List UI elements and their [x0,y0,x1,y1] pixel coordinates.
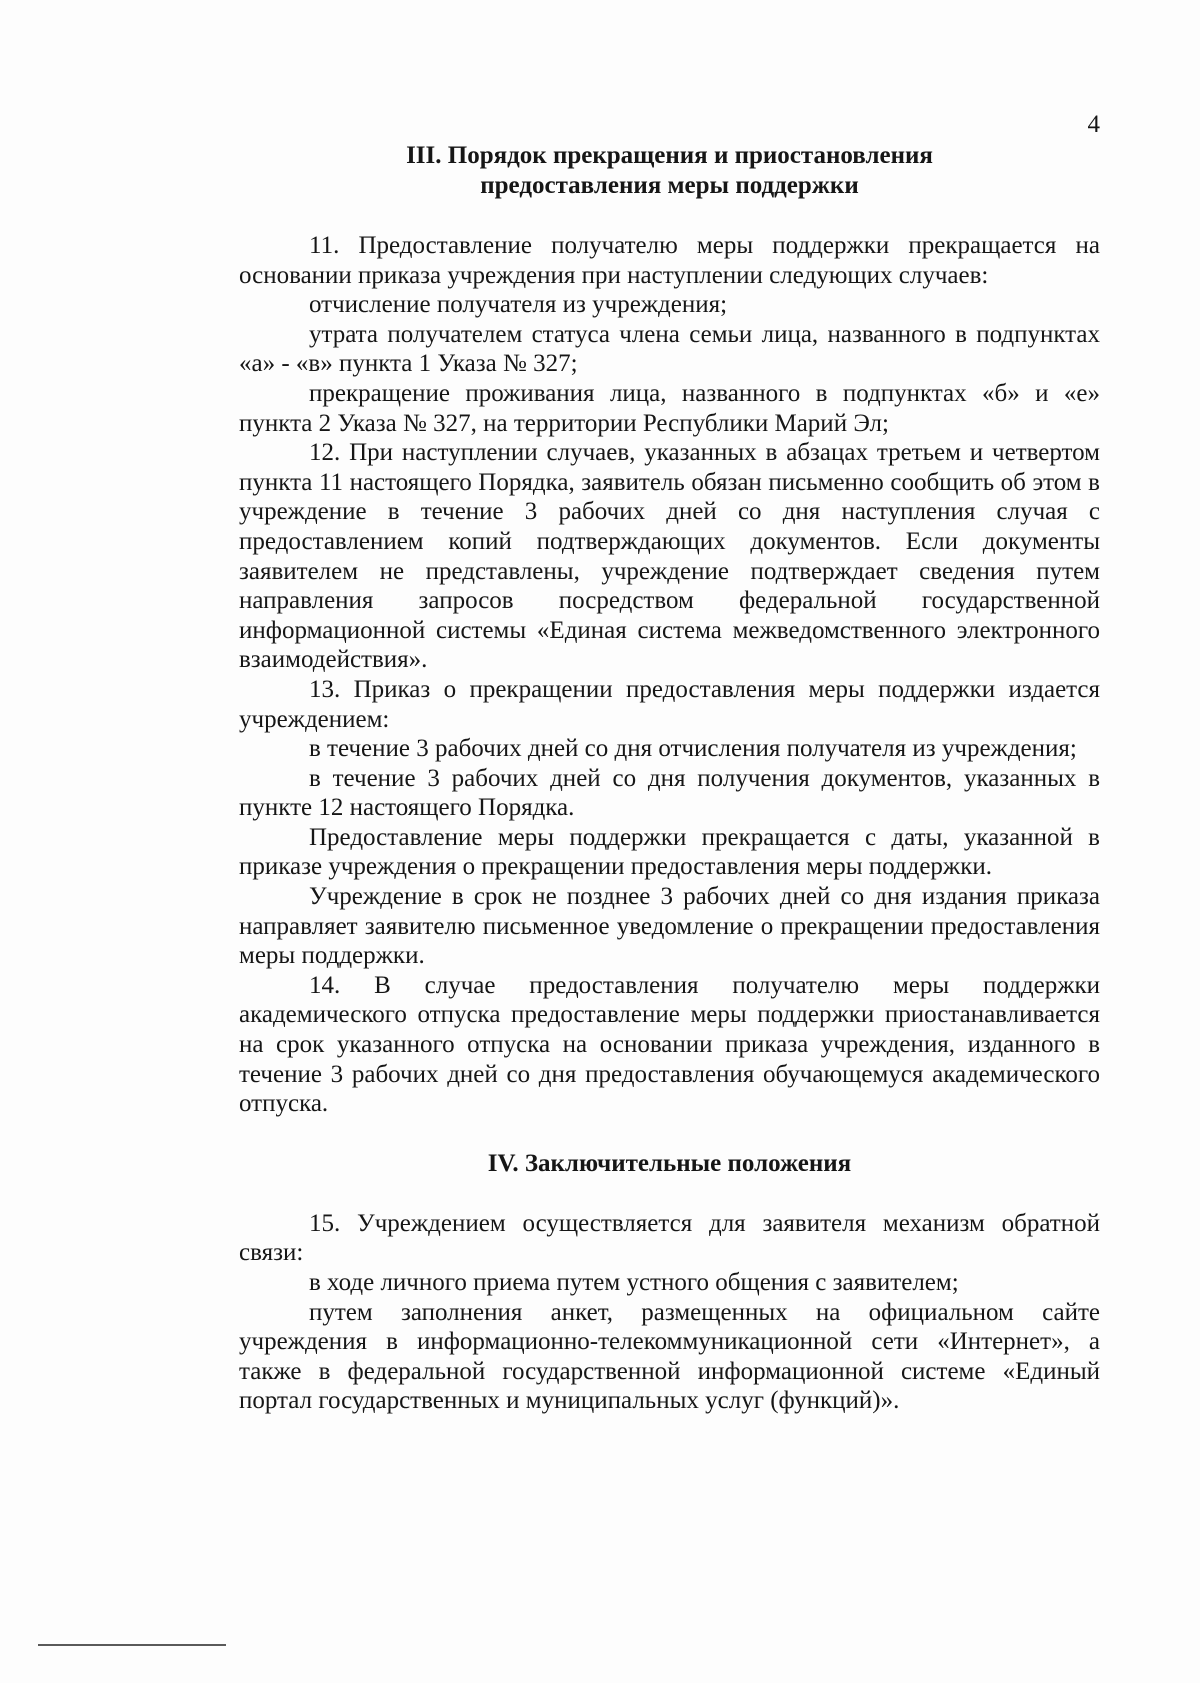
section-3-heading [239,141,1100,201]
paragraph-13: 13. Приказ о прекращении предоставления меры поддержки издается учреждением: [239,675,1100,733]
paragraph-13-term-1: в течение 3 рабочих дней со дня отчисления получателя из учреждения; [309,735,1077,763]
document-body [239,141,1100,1416]
paragraph-15: 15. Учреждением осуществляется для заявителя механизм обратной связи: [239,1209,1100,1267]
page-number: 4 [1087,111,1100,138]
paragraph-11-case-1: отчисление получателя из учреждения; [309,291,728,319]
section-3-heading-line-2: предоставления меры поддержки [480,172,859,199]
footer-rule [38,1644,226,1646]
section-4-heading: IV. Заключительные положения [487,1149,852,1177]
paragraph-13-termination-date: Предоставление меры поддержки прекращается с даты, указанной в приказе учреждения о прекращении предоставления меры поддержки. [239,823,1100,881]
paragraph-15-method-1: в ходе личного приема путем устного общения с заявителем; [309,1269,959,1296]
paragraph-14: 14. В случае предоставления получателю меры поддержки академического отпуска предоставление меры поддержки приостанавливается на срок указанного отпуска на основании приказа учреждения, изданного в течение 3 рабочих дней со дня предоставления обучающемуся академического отпуска. [239,971,1100,1118]
paragraph-13-notification: Учреждение в срок не позднее 3 рабочих дней со дня издания приказа направляет заявителю письменное уведомление о прекращении предоставления меры поддержки. [239,883,1100,970]
paragraph-13-term-2: в течение 3 рабочих дней со дня получения документов, указанных в пункте 12 настоящего Порядка. [239,764,1100,822]
paragraph-11-case-3: прекращение проживания лица, названного в подпунктах «б» и «е» пункта 2 Указа № 327, на территории Республики Марий Эл; [239,379,1100,437]
paragraph-15-method-2: путем заполнения анкет, размещенных на официальном сайте учреждения в информационно-телекоммуникационной сети «Интернет», а также в федеральной государственной информационной системе «Единый портал государственных и муниципальных услуг (функций)». [239,1298,1100,1415]
section-3-heading-line-1: III. Порядок прекращения и приостановления [406,142,933,169]
paragraph-11: 11. Предоставление получателю меры поддержки прекращается на основании приказа учреждения при наступлении следующих случаев: [239,232,1100,289]
paragraph-12: 12. При наступлении случаев, указанных в абзацах третьем и четвертом пункта 11 настоящего Порядка, заявитель обязан письменно сообщить об этом в учреждение в течение 3 рабочих дней со дня наступления случая с предоставлением копий подтверждающих документов. Если документы заявителем не представлены, учреждение подтверждает сведения путем направления запросов посредством федеральной государственной информационной системы «Единая система межведомственного электронного взаимодействия». [239,439,1100,674]
paragraph-11-case-2: утрата получателем статуса члена семьи лица, названного в подпунктах «а» - «в» пункта 1 Указа № 327; [239,320,1100,378]
